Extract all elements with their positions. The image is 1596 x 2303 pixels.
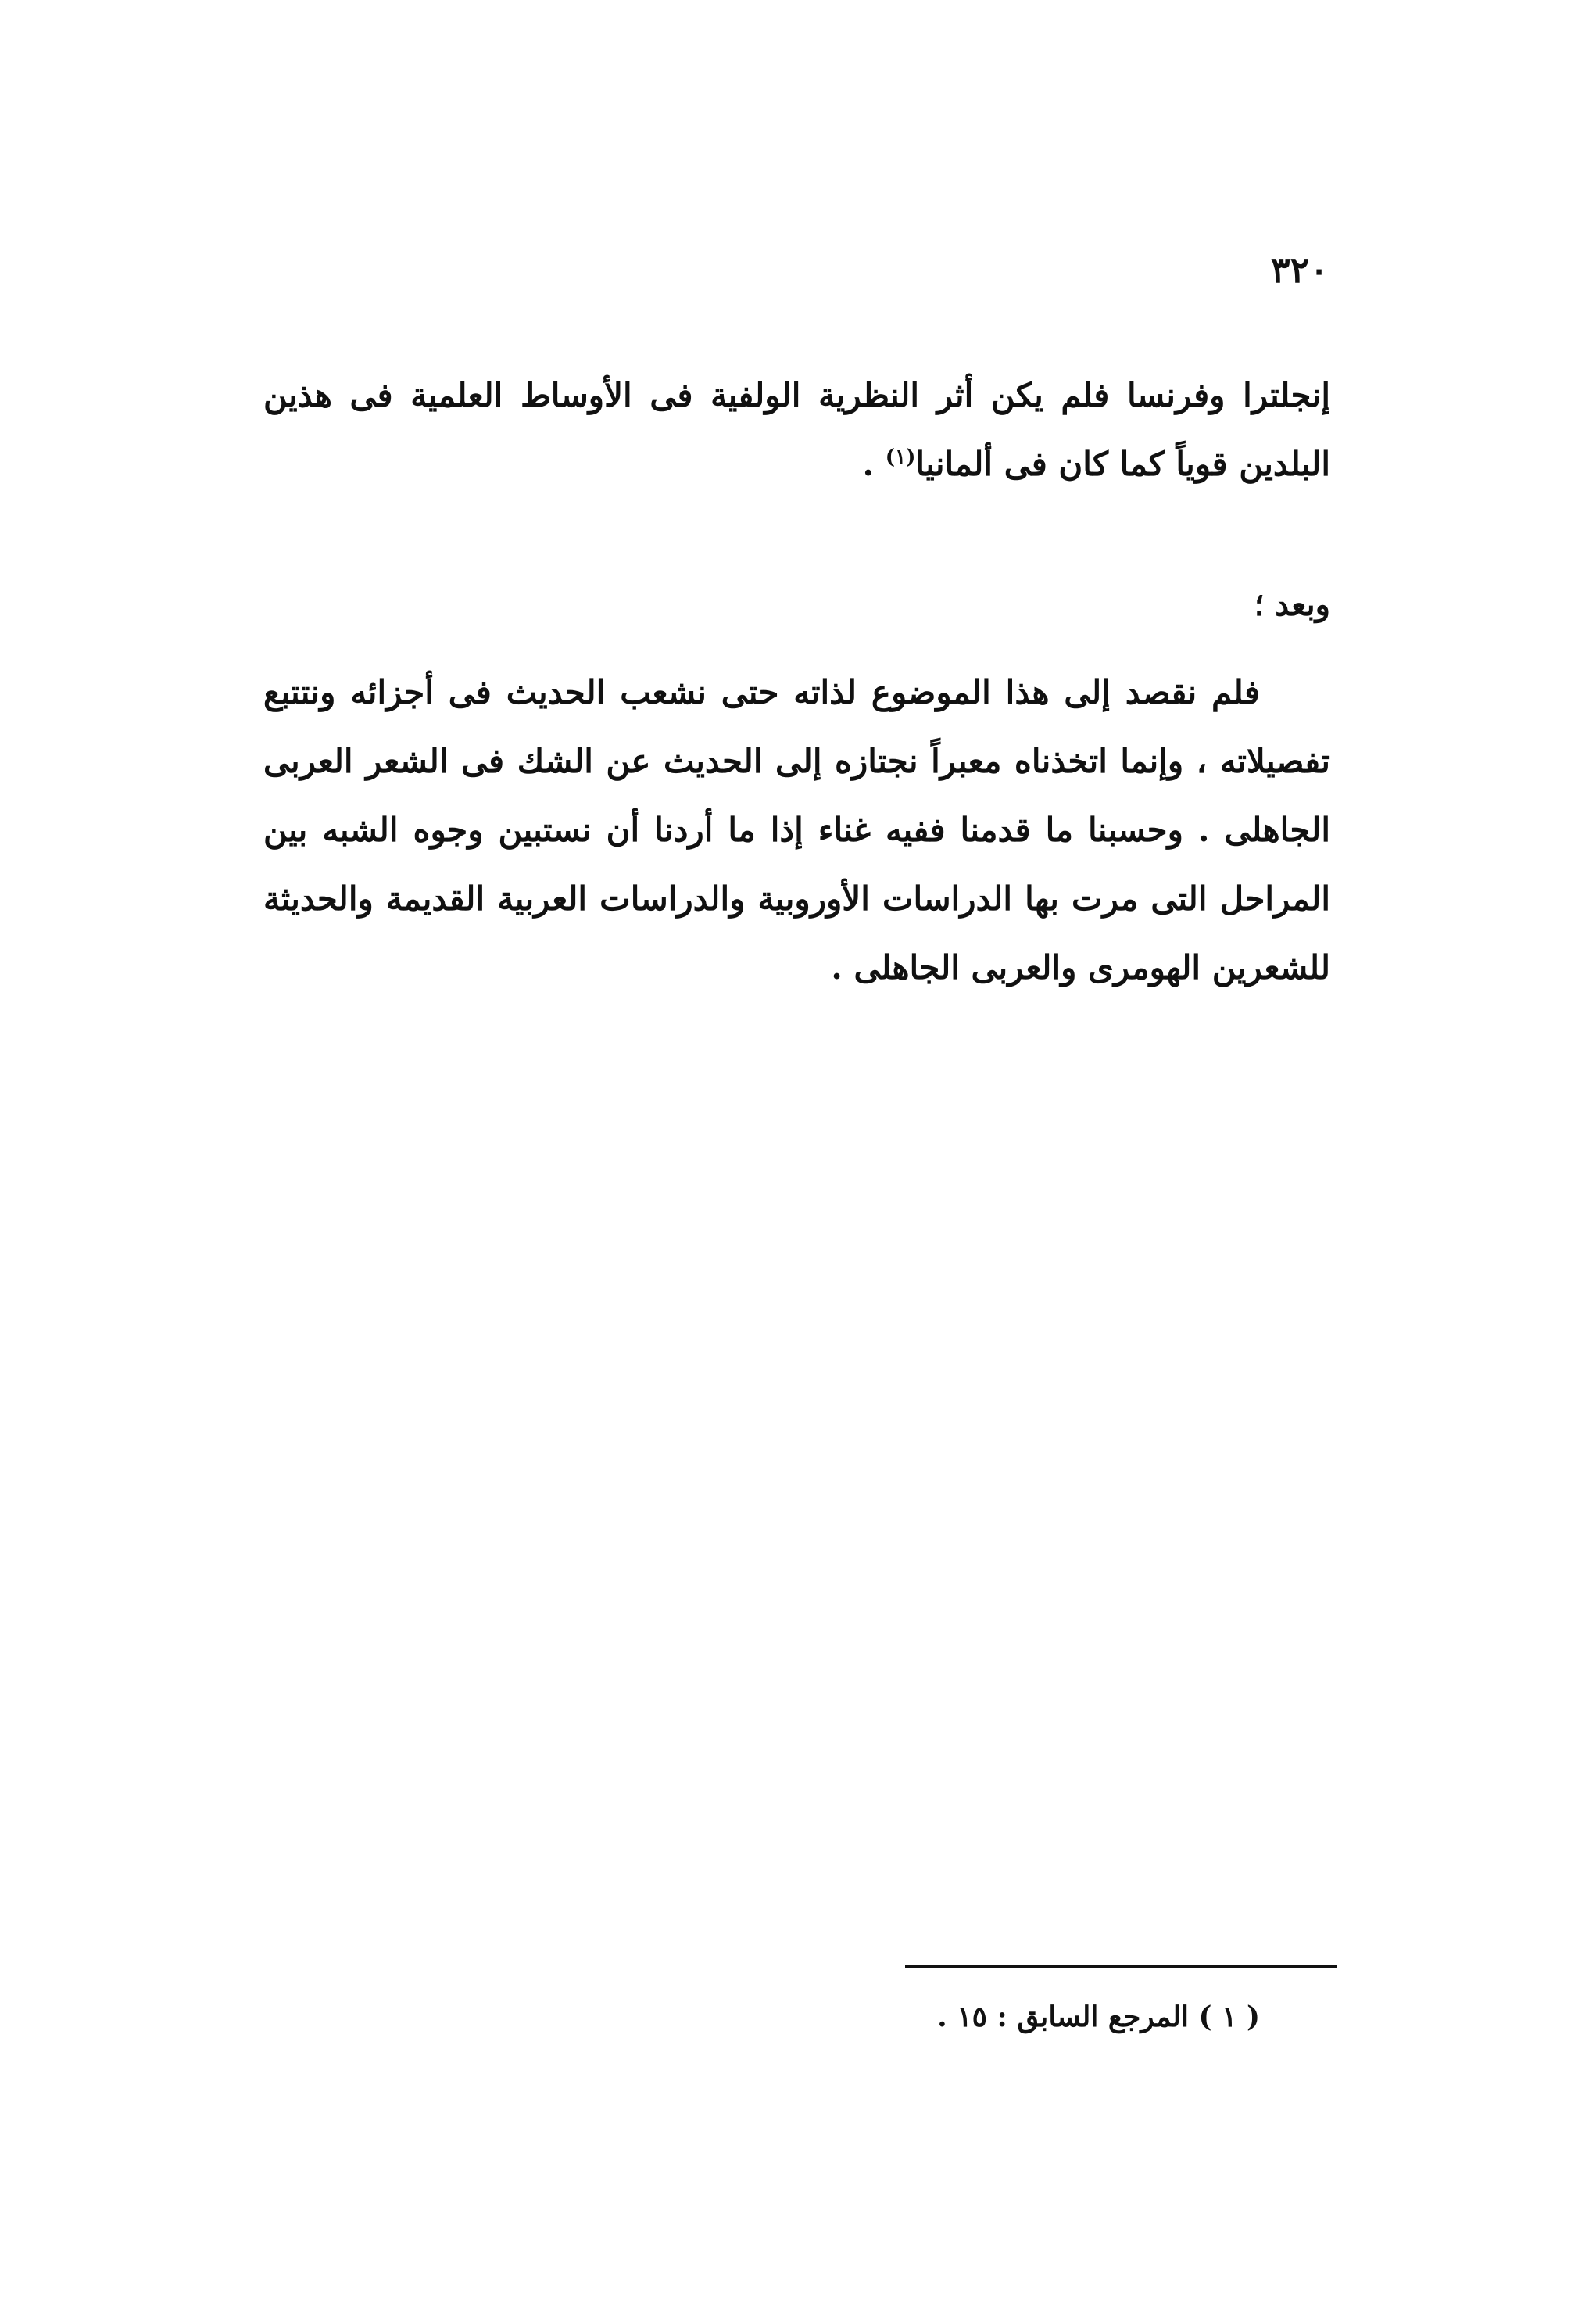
footnote-divider <box>905 1965 1337 1968</box>
paragraph-continuation <box>263 361 1330 499</box>
footnote-reference: (١) <box>885 446 916 469</box>
section-opener: وبعد ؛ <box>1254 586 1330 623</box>
paragraph-continuation-text: إنجلترا وفرنسا فلم يكن أثر النظرية الولفية فى الأوساط العلمية فى هذين البلدين قوياً كما كان فى ألمانيا <box>263 376 1330 483</box>
paragraph-main: فلم نقصد إلى هذا الموضوع لذاته حتى نشعب الحديث فى أجزائه ونتتبع تفصيلاته ، وإنما اتخذناه معبراً نجتازه إلى الحديث عن الشك فى الشعر العربى الجاهلى . وحسبنا ما قدمنا ففيه غناء إذا ما أردنا أن نستبين وجوه الشبه بين المراحل التى مرت بها الدراسات الأوروبية والدراسات العربية القديمة والحديثة للشعرين الهومرى والعربى الجاهلى . <box>263 673 1330 987</box>
footnote: ( ١ ) المرجع السابق : ١٥ . <box>937 2000 1260 2033</box>
paragraph-continuation-end: . <box>862 445 886 483</box>
page-number: ٣٢٠ <box>1270 249 1329 291</box>
